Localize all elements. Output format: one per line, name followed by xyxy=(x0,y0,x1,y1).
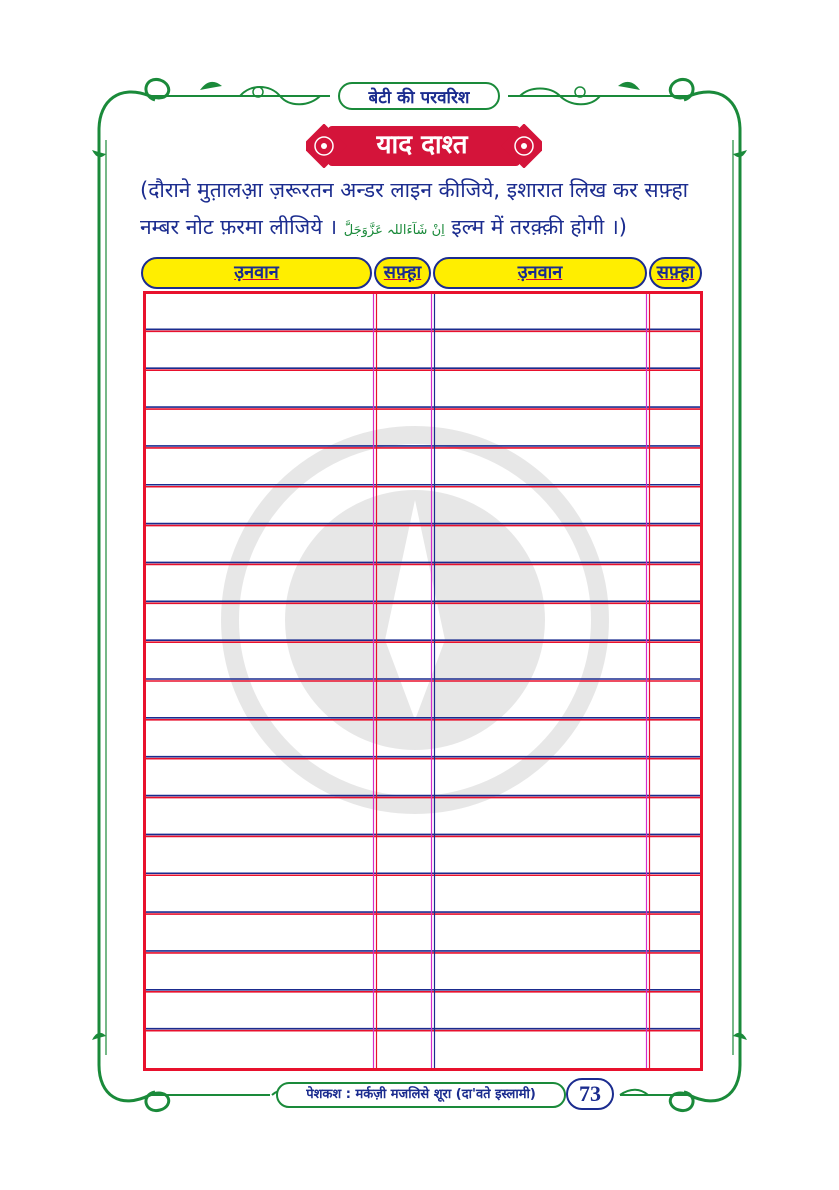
instruction-line-2 xyxy=(140,209,715,249)
column-header-title-2: उ़नवान xyxy=(433,257,647,289)
instruction-line-2-end: इल्म में तरक़्क़ी होगी ।) xyxy=(451,215,627,239)
arabic-phrase: اِنْ شَآءَاللہ عَزَّوَجَلَّ xyxy=(343,223,445,238)
column-header-title-1: उ़नवान xyxy=(141,257,372,289)
instruction-text xyxy=(140,172,715,249)
book-title: बेटी की परवरिश xyxy=(338,82,500,110)
publisher-footer: पेशकश : मर्कज़ी मजलिसे शूरा (दा'वते इस्लामी) xyxy=(276,1082,566,1108)
banner-title: याद दाश्त xyxy=(376,130,468,160)
page-number: 73 xyxy=(566,1078,614,1110)
instruction-line-2-start: नम्बर नोट फ़रमा लीजिये । xyxy=(140,215,338,239)
column-header-page-1: सफ़्ह़ा xyxy=(374,257,431,289)
column-header-page-2: सफ़्ह़ा xyxy=(649,257,702,289)
notes-table xyxy=(143,291,703,1071)
instruction-line-1: (दौराने मुत़ालआ़ ज़रूरतन अन्डर लाइन कीजिये, इशारात लिख कर सफ़्हा xyxy=(140,178,689,202)
